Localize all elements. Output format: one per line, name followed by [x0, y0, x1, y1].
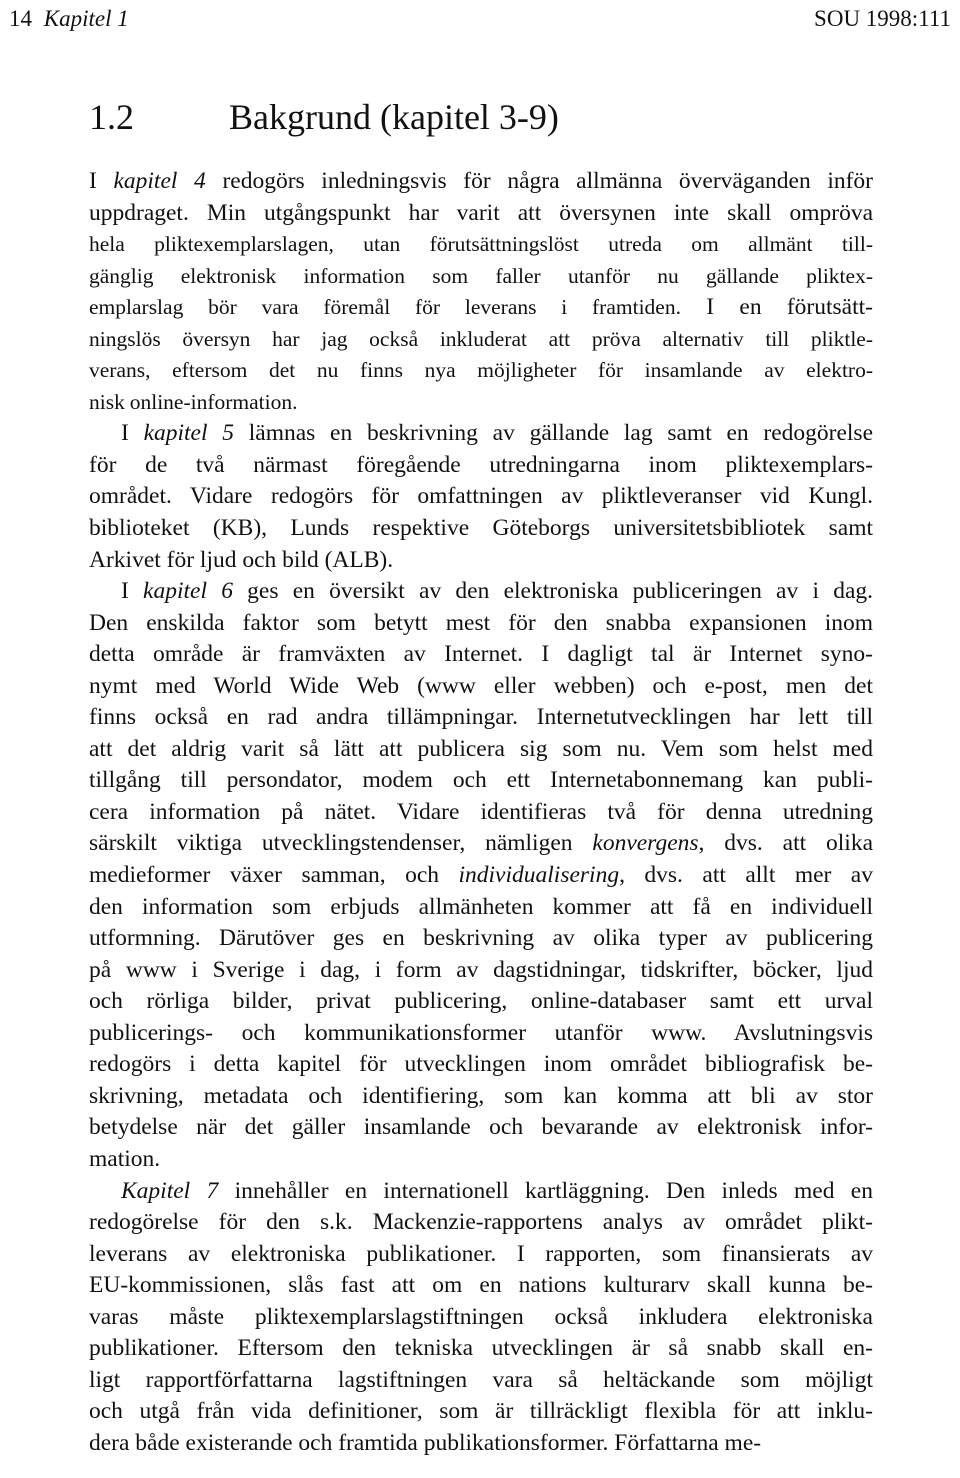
text-line	[89, 1333, 873, 1365]
text-line	[89, 671, 873, 703]
text-segment: verans, eftersom det nu finns nya möjligheter för insamlande av elektro-	[89, 358, 873, 383]
text-segment: emplarslag bör vara föremål för leverans i framtiden.	[89, 295, 681, 320]
text-segment: särskilt viktiga utvecklingstendenser, nämligen	[89, 830, 593, 857]
text-segment: varas måste pliktexemplarslagstiftningen också inkludera elektroniska	[89, 1303, 873, 1330]
text-segment: och rörliga bilder, privat publicering, online-databaser samt ett urval	[89, 988, 873, 1015]
body-text	[89, 166, 873, 1459]
text-segment: redogörs inledningsvis för några allmänna överväganden inför	[205, 168, 874, 194]
text-segment: området. Vidare redogörs för omfattningen av pliktleveranser vid Kungl.	[89, 483, 873, 510]
text-line	[89, 765, 873, 797]
text-segment: redogörelse för den s.k. Mackenzie-rapportens analys av området plikt-	[89, 1209, 873, 1236]
text-segment: , dvs. att allt mer av	[619, 862, 873, 889]
text-segment: mation.	[89, 1145, 161, 1172]
text-line	[89, 986, 873, 1018]
text-segment: finns också en rad andra tillämpningar. Internetutvecklingen har lett till	[89, 704, 873, 731]
text-line	[89, 481, 873, 513]
text-line	[89, 450, 873, 482]
text-segment: uppdraget. Min utgångspunkt har varit att översynen inte skall ompröva	[89, 199, 873, 226]
text-segment: ligt rapportförfattarna lagstiftningen vara så heltäckande som möjligt	[89, 1366, 873, 1393]
text-segment: medieformer växer samman, och	[89, 862, 459, 889]
text-line	[89, 923, 873, 955]
text-segment: hela pliktexemplarslagen, utan förutsättningslöst utreda om allmänt till-	[89, 232, 873, 257]
text-line	[89, 1144, 873, 1176]
text-segment: leverans av elektroniska publikationer. I rapporten, som finansierats av	[89, 1240, 873, 1267]
text-segment: utformning. Därutöver ges en beskrivning av olika typer av publicering	[89, 925, 873, 952]
text-line	[89, 734, 873, 766]
text-line	[89, 1239, 873, 1271]
running-head	[9, 4, 951, 34]
text-segment: , dvs. att olika	[698, 830, 874, 857]
emphasis-text: kapitel 4	[113, 168, 206, 194]
text-segment: nymt med World Wide Web (www eller webben) och e-post, men det	[89, 672, 873, 699]
text-segment: biblioteket (KB), Lunds respektive Göteborgs universitetsbibliotek samt	[89, 515, 873, 542]
emphasis-text: Kapitel 7	[121, 1177, 219, 1204]
text-segment: den information som erbjuds allmänheten kommer att få en individuell	[89, 893, 873, 920]
text-segment: ges en översikt av den elektroniska publiceringen av i dag.	[232, 578, 873, 605]
emphasis-text: konvergens	[592, 830, 699, 857]
page-number: 14	[9, 6, 32, 31]
text-line	[89, 576, 873, 608]
text-line	[89, 324, 873, 356]
text-line	[89, 1081, 873, 1113]
text-segment: att det aldrig varit så lätt att publicera sig som nu. Vem som helst med	[89, 735, 873, 762]
text-segment: cera information på nätet. Vidare identifieras två för denna utredning	[89, 798, 873, 825]
chapter-label: Kapitel 1	[43, 6, 129, 31]
text-segment: detta område är framväxten av Internet. I dagligt tal är Internet syno-	[89, 641, 873, 668]
text-line	[89, 892, 873, 924]
emphasis-text: individualisering	[458, 862, 620, 889]
text-segment: I en förutsätt-	[680, 294, 873, 321]
text-line	[89, 292, 873, 324]
paragraph	[89, 1176, 873, 1460]
text-line	[89, 513, 873, 545]
text-line	[89, 198, 873, 230]
paragraph	[89, 166, 873, 418]
text-segment: lämnas en beskrivning av gällande lag samt en redogörelse	[234, 420, 873, 447]
text-line	[89, 608, 873, 640]
text-line	[89, 828, 873, 860]
text-segment: för de två närmast föregående utredningarna inom pliktexemplars-	[89, 451, 873, 478]
text-line	[89, 1270, 873, 1302]
text-line	[89, 1428, 873, 1460]
text-segment: Den enskilda faktor som betytt mest för den snabba expansionen inom	[89, 609, 873, 636]
section-heading	[89, 92, 559, 142]
text-line	[89, 418, 873, 450]
text-segment: dera både existerande och framtida publikationsformer. Författarna me-	[89, 1429, 762, 1456]
text-line	[89, 1396, 873, 1428]
emphasis-text: kapitel 5	[143, 420, 234, 447]
text-segment: nisk online-information.	[89, 389, 298, 414]
text-segment: publikationer. Eftersom den tekniska utvecklingen är så snabb skall en-	[89, 1335, 873, 1362]
text-line	[89, 1049, 873, 1081]
text-line	[89, 387, 873, 419]
text-line	[89, 1112, 873, 1144]
text-segment: EU-kommissionen, slås fast att om en nations kulturarv skall kunna be-	[89, 1272, 873, 1299]
text-segment: tillgång till persondator, modem och ett Internetabonnemang kan publi-	[89, 767, 873, 794]
text-segment: publicerings- och kommunikationsformer utanför www. Avslutningsvis	[89, 1019, 873, 1046]
section-number: 1.2	[89, 97, 134, 137]
text-segment: och utgå från vida definitioner, som är tillräckligt flexibla för att inklu-	[89, 1398, 873, 1425]
paragraph	[89, 576, 873, 1175]
text-line	[89, 1365, 873, 1397]
text-segment: på www i Sverige i dag, i form av dagstidningar, tidskrifter, böcker, ljud	[89, 956, 873, 983]
text-segment: redogörs i detta kapitel för utvecklingen inom området bibliografisk be-	[89, 1051, 873, 1078]
emphasis-text: kapitel 6	[143, 578, 233, 605]
text-segment: I	[121, 578, 144, 605]
text-line	[89, 261, 873, 293]
running-head-left	[9, 4, 129, 34]
text-segment: ningslös översyn har jag också inkluderat att pröva alternativ till pliktle-	[89, 326, 873, 351]
text-line	[89, 1207, 873, 1239]
section-title: Bakgrund (kapitel 3-9)	[229, 97, 559, 137]
text-line	[89, 166, 873, 198]
text-line	[89, 797, 873, 829]
text-line	[89, 639, 873, 671]
series-reference: SOU 1998:111	[814, 6, 951, 31]
text-segment: gänglig elektronisk information som faller utanför nu gällande pliktex-	[89, 263, 873, 288]
text-segment: skrivning, metadata och identifiering, som kan komma att bli av stor	[89, 1082, 873, 1109]
text-line	[89, 955, 873, 987]
text-line	[89, 229, 873, 261]
text-line	[89, 1018, 873, 1050]
paragraph	[89, 418, 873, 576]
text-line	[89, 860, 873, 892]
text-line	[89, 355, 873, 387]
text-line	[89, 1302, 873, 1334]
text-line	[89, 702, 873, 734]
text-segment: I	[121, 420, 144, 447]
text-line	[89, 545, 873, 577]
text-segment: innehåller en internationell kartläggning. Den inleds med en	[218, 1177, 873, 1204]
text-segment: Arkivet för ljud och bild (ALB).	[89, 546, 394, 573]
text-line	[89, 1176, 873, 1208]
text-segment: I	[89, 168, 114, 194]
text-segment: betydelse när det gäller insamlande och bevarande av elektronisk infor-	[89, 1114, 873, 1141]
